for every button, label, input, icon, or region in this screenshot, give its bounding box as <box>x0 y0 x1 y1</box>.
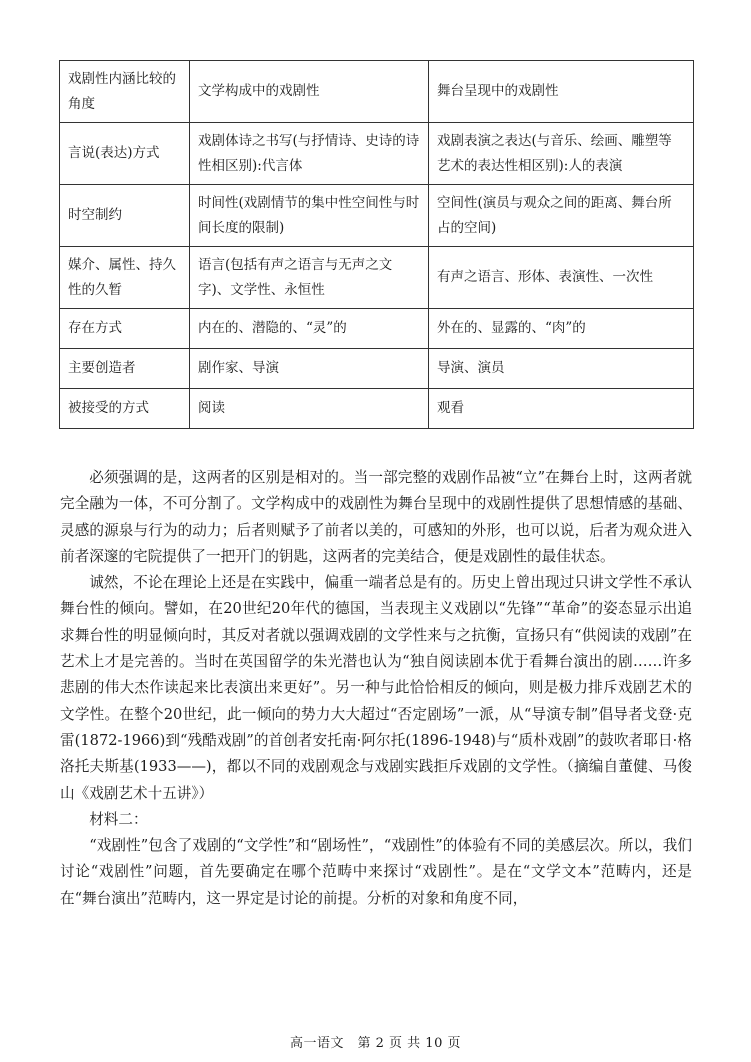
row-stage: 观看 <box>429 389 694 429</box>
row-stage: 空间性(演员与观众之间的距离、舞台所占的空间) <box>429 185 694 247</box>
paragraph: 必须强调的是，这两者的区别是相对的。当一部完整的戏剧作品被“立”在舞台上时，这两者就完全融为一体，不可分割了。文学构成中的戏剧性为舞台呈现中的戏剧性提供了思想情感的基础、灵感的源泉与行为的动力；后者则赋予了前者以美的，可感知的外形，也可以说，后者为观众进入前者深邃的宅院提供了一把开门的钥匙，这两者的完美结合，便是戏剧性的最佳状态。 <box>60 469 692 565</box>
material-label: 材料二： <box>89 810 148 828</box>
row-angle: 主要创造者 <box>60 349 190 389</box>
row-literary: 剧作家、导演 <box>190 349 429 389</box>
table-row <box>60 389 694 429</box>
row-stage: 有声之语言、形体、表演性、一次性 <box>429 247 694 309</box>
row-stage: 导演、演员 <box>429 349 694 389</box>
row-angle: 媒介、属性、持久性的久暂 <box>60 247 190 309</box>
header-literary: 文学构成中的戏剧性 <box>190 61 429 123</box>
row-stage: 戏剧表演之表达(与音乐、绘画、雕塑等艺术的表达性相区别):人的表演 <box>429 123 694 185</box>
row-literary: 戏剧体诗之书写(与抒情诗、史诗的诗性相区别):代言体 <box>190 123 429 185</box>
table-row <box>60 185 694 247</box>
table-row <box>60 309 694 349</box>
page-footer: 高一语文 第 2 页 共 10 页 <box>290 1036 461 1051</box>
paragraph: “戏剧性”包含了戏剧的“文学性”和“剧场性”，“戏剧性”的体验有不同的美感层次。所以，我们讨论“戏剧性”问题，首先要确定在哪个范畴中来探讨“戏剧性”。是在“文学文本”范畴内，还是在“舞台演出”范畴内，这一界定是讨论的前提。分析的对象和角度不同， <box>60 837 692 907</box>
row-literary: 时间性(戏剧情节的集中性空间性与时间长度的限制) <box>190 185 429 247</box>
table-row <box>60 349 694 389</box>
table-header-row <box>60 61 694 123</box>
table-row <box>60 247 694 309</box>
table-row <box>60 123 694 185</box>
body-text <box>60 465 692 912</box>
header-stage: 舞台呈现中的戏剧性 <box>429 61 694 123</box>
comparison-table <box>59 60 694 429</box>
header-angle: 戏剧性内涵比较的角度 <box>60 61 190 123</box>
paragraph: 诚然，不论在理论上还是在实践中，偏重一端者总是有的。历史上曾出现过只讲文学性不承认舞台性的倾向。譬如，在20世纪20年代的德国，当表现主义戏剧以“先锋”“革命”的姿态显示出追求舞台性的明显倾向时，其反对者就以强调戏剧的文学性来与之抗衡，宣扬只有“供阅读的戏剧”在艺术上才是完善的。当时在英国留学的朱光潜也认为“独自阅读剧本优于看舞台演出的剧……许多悲剧的伟大杰作读起来比表演出来更好”。另一种与此恰恰相反的倾向，则是极力排斥戏剧艺术的文学性。在整个20世纪，此一倾向的势力大大超过“否定剧场”一派，从“导演专制”倡导者戈登·克雷(1872-1966)到“残酷戏剧”的首创者安托南·阿尔托(1896-1948)与“质朴戏剧”的鼓吹者耶日·格洛托夫斯基(1933——)，都以不同的戏剧观念与戏剧实践拒斥戏剧的文学性。（摘编自董健、马俊山《戏剧艺术十五讲》） <box>60 574 692 802</box>
row-angle: 被接受的方式 <box>60 389 190 429</box>
row-literary: 内在的、潜隐的、“灵”的 <box>190 309 429 349</box>
row-literary: 阅读 <box>190 389 429 429</box>
row-angle: 言说(表达)方式 <box>60 123 190 185</box>
row-angle: 时空制约 <box>60 185 190 247</box>
row-angle: 存在方式 <box>60 309 190 349</box>
row-literary: 语言(包括有声之语言与无声之文字)、文学性、永恒性 <box>190 247 429 309</box>
row-stage: 外在的、显露的、“肉”的 <box>429 309 694 349</box>
